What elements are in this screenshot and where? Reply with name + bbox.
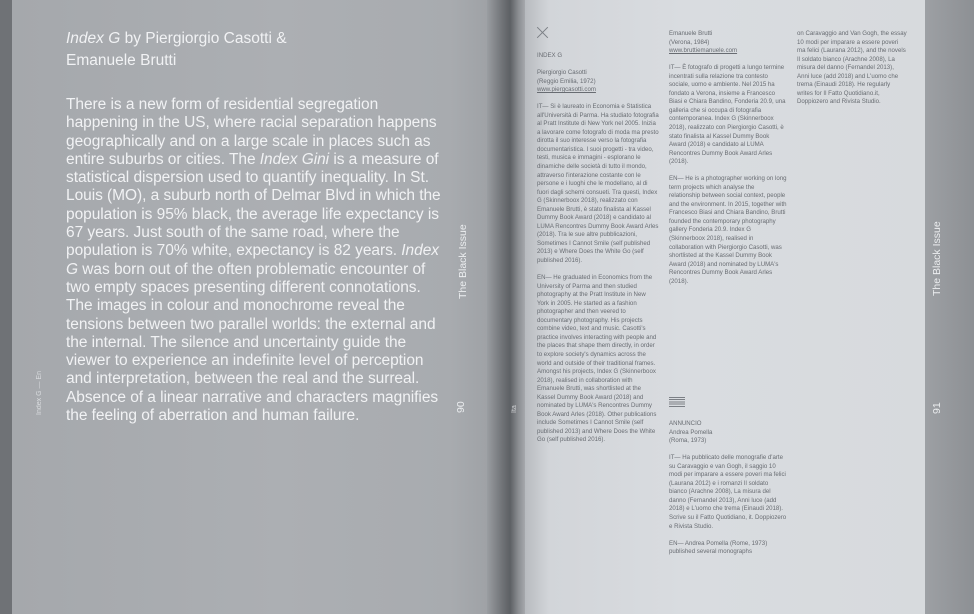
col1-url: www.piergcasotti.com <box>537 86 596 94</box>
article-title <box>66 28 336 71</box>
col2-origin2: (Roma, 1973) <box>669 437 707 445</box>
col1-heading: INDEX G <box>537 52 563 59</box>
col1-origin: (Reggio Emilia, 1972) <box>537 77 596 85</box>
col2-author: Emanuele Brutti <box>669 30 713 37</box>
striped-icon <box>669 397 685 408</box>
right-running-head: The Black Issue <box>931 221 943 296</box>
body-italic-1: Index Gini <box>259 150 330 168</box>
column-3 <box>797 30 907 115</box>
body-italic-2: Index G <box>66 242 439 278</box>
col2-url: www.bruttiemanuele.com <box>669 47 738 55</box>
title-authors: by Piergiorgio Casotti & Emanuele Brutti <box>66 30 287 69</box>
right-page-edge <box>925 0 974 614</box>
col2-en-bio: EN— He is a photographer working on long term projects which analyse the relationship between social context, people and the environment. In 2015, together with Francesco Biasi and Chiara Bandino, Brutti founded the contemporary photography gallery Fonderia 20.9. Index G (Skinnerboox 2018), realised in collaboration with Piergiorgio Casotti, was shortlisted at the Kassel Dummy Book Award (2018) and nominated by LUMA's Rencontres Dummy Book Award Arles (2018). <box>669 175 787 285</box>
column-1 <box>537 52 659 454</box>
col1-author: Piergiorgio Casotti <box>537 69 587 77</box>
col2-it-bio: IT— È fotografo di progetti a lungo termine incentrati sulla relazione tra contesto sociale, uomo e ambiente. Nel 2015 ha fondato a Verona, insieme a Francesco Biasi e Chiara Bandino, Fonderia 20.9, una galleria che si occupa di fotografia contemporanea. Index G (Skinnerboox 2018), realizzato con Piergiorgio Casotti, è stato finalista al Kassel Dummy Book Award (2018) e candidato al LUMA Rencontres Dummy Book Award Arles (2018). <box>669 64 786 166</box>
left-page-number: 90 <box>455 401 467 413</box>
col2-origin: (Verona, 1984) <box>669 38 710 46</box>
column-2-lower <box>669 420 787 565</box>
title-italic: Index G <box>66 30 121 47</box>
body-text-2: is a measure of statistical dispersion used to quantify inequality. In St. Louis (MO), a suburb north of Delmar Blvd in which the population is 95% black, the average life expectancy is 67 years. Just south of the same road, where the population is 70% white, expectancy is 82 years. <box>66 150 441 260</box>
body-text-1: There is a new form of residential segregation happening in the US, where racial separation happens geographically and on a large scale in places such as entire suburbs or cities. The <box>66 96 437 168</box>
close-icon <box>537 26 549 38</box>
col1-en-bio: EN— He graduated in Economics from the University of Parma and then studied photography at the Pratt Institute in New York in 2005. He started as a fashion photographer and then veered to documentary photography. His projects combine video, text and music. Casotti's practice involves interacting with people and the places that shape them directly, in order to explore society's dynamics across the world and outside of their traditional frames. Amongst his projects, Index G (Skinnerboox 2018), realised in collaboration with Emanuele Brutti, was shortlisted at the Kassel Dummy Book Award (2018) and nominated by LUMA's Rencontres Dummy Book Award Arles (2018). Other publications include Sometimes I Cannot Smile (self published 2013) and Where Does the White Go (self published 2016). <box>537 274 657 444</box>
article-body <box>66 96 446 425</box>
right-page-number: 91 <box>931 402 943 414</box>
col2-en-bio2: EN— Andrea Pomella (Rome, 1973) published several monographs <box>669 539 768 556</box>
col2-section: ANNUNCIO <box>669 420 702 427</box>
col3-text: on Caravaggio and Van Gogh, the essay 10 modi per imparare a essere poveri ma felici (Laurana 2012), and the novels Il soldato bianco (Arachne 2008), La misura del danno (Fernandel 2013), Anni luce (add 2018) and L'uomo che trema (Einaudi 2018). He regularly writes for Il Fatto Quotidiano.it, Doppiozero and Rivista Studio. <box>797 30 907 106</box>
book-gutter <box>487 0 529 614</box>
col2-author2: Andrea Pomella <box>669 428 713 436</box>
col1-it-bio: IT— Si è laureato in Economia e Statistica all'Università di Parma. Ha studiato fotografia al Pratt Institute di New York nel 2005. Inizia a lavorare come fotografo di moda ma presto dirotta il suo interesse verso la fotografia documentaristica. I suoi progetti - tra video, testi, musica e immagini - esplorano le dinamiche delle società di tutto il mondo, attraverso l'interazione costante con le persone e i luoghi che le modellano, al di fuori dagli schemi consueti. Tra questi, Index G (Skinnerboox 2018), realizzato con Emanuele Brutti, è stato finalista al Kassel Dummy Book Award (2018) e candidato al LUMA Rencontres Dummy Book Award Arles (2018). Tra le sue altre pubblicazioni, Sometimes I Cannot Smile (self published 2013) e Where Does the White Go (self published 2016). <box>537 103 659 265</box>
column-2 <box>669 30 787 295</box>
left-running-head: The Black Issue <box>457 224 469 299</box>
col2-it-bio2: IT— Ha pubblicato delle monografie d'arte su Caravaggio e van Gogh, il saggio 10 modi per imparare a essere poveri ma felici (Laurana 2012) e i romanzi Il soldato bianco (Arachne 2008), La misura del danno (Fernandel 2013), Anni luce (add 2018) e L'uomo che trema (Einaudi 2018). Scrive su il Fatto Quotidiano, it. Doppiozero e Rivista Studio. <box>669 454 787 530</box>
body-text-3: was born out of the often problematic encounter of two empty spaces presenting different connotations. The images in colour and monochrome reveal the tensions between two parallel worlds: the external and the internal. The silence and uncertainty guide the viewer to experience an indefinite level of perception and interpretation, between the real and the surreal. Absence of a linear narrative and characters magnifies the feeling of aberration and human failure. <box>66 260 439 425</box>
left-side-label: Index G — En <box>36 371 43 415</box>
gutter-label: Ita <box>511 405 518 413</box>
